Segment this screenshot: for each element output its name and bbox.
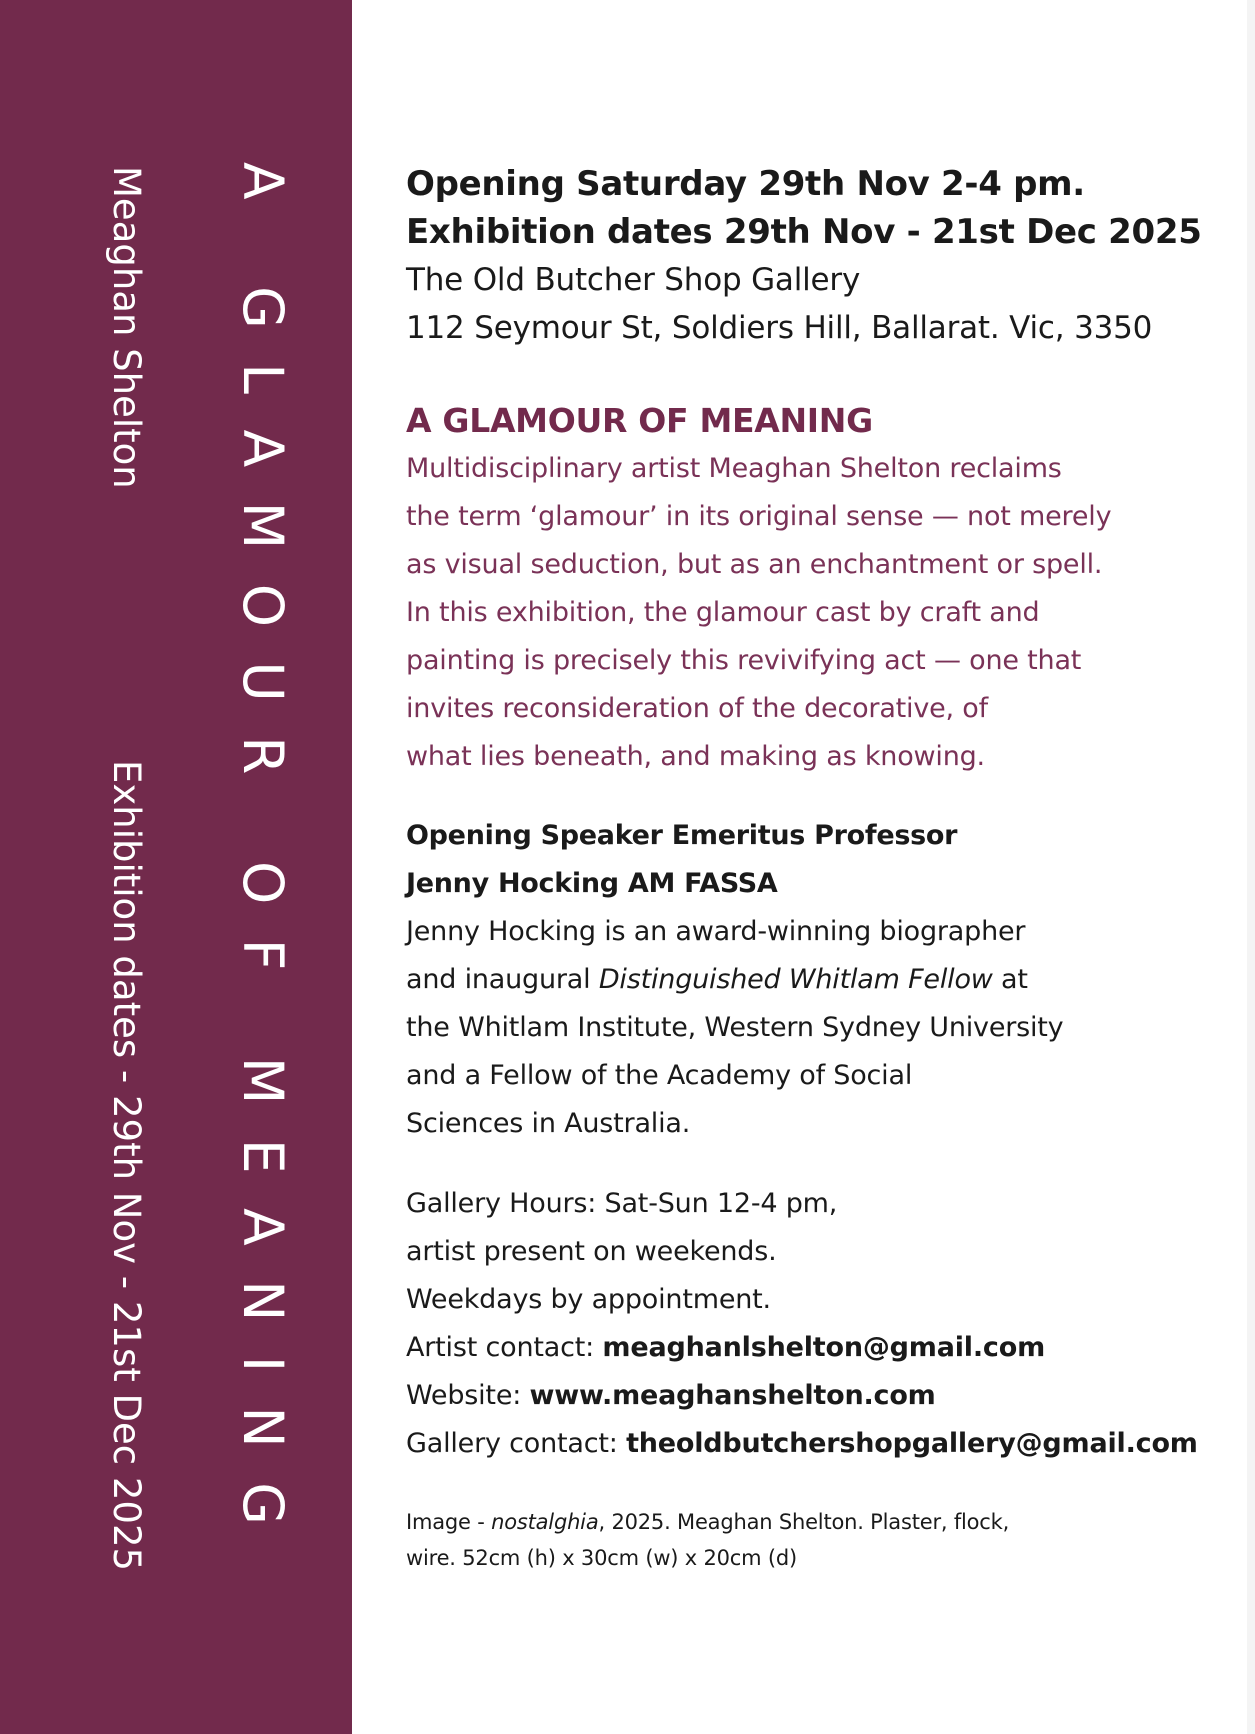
gallery-email[interactable]: theoldbutchershopgallery@gmail.com — [626, 1428, 1198, 1459]
image-caption — [406, 1504, 1206, 1576]
main-content — [406, 160, 1206, 1576]
artwork-title: nostalghia — [491, 1510, 599, 1534]
website-label: Website: — [406, 1380, 530, 1411]
gallery-hours: Gallery Hours: Sat-Sun 12-4 pm, — [406, 1188, 838, 1219]
speaker-bio-line: Jenny Hocking is an award-winning biographer — [406, 916, 1026, 947]
event-header — [406, 160, 1206, 352]
exhibition-dates-line: Exhibition dates 29th Nov - 21st Dec 2025 — [406, 212, 1202, 252]
bio-text: and inaugural — [406, 964, 599, 995]
speaker-bio-line: the Whitlam Institute, Western Sydney University — [406, 1012, 1064, 1043]
caption-line: wire. 52cm (h) x 30cm (w) x 20cm (d) — [406, 1546, 797, 1570]
caption-details: , 2025. Meaghan Shelton. Plaster, flock, — [598, 1510, 1010, 1534]
statement-line: invites reconsideration of the decorative, of — [406, 693, 988, 724]
statement-line: Multidisciplinary artist Meaghan Shelton reclaims — [406, 453, 1062, 484]
artist-contact-label: Artist contact: — [406, 1332, 603, 1363]
gallery-name: The Old Butcher Shop Gallery — [406, 262, 861, 298]
sidebar-exhibition-title: A GLAMOUR OF MEANING — [231, 162, 295, 1560]
weekdays-note: Weekdays by appointment. — [406, 1284, 771, 1315]
gallery-address: 112 Seymour St, Soldiers Hill, Ballarat. Vic, 3350 — [406, 310, 1153, 346]
opening-speaker-section — [406, 812, 1206, 1148]
gallery-info-section — [406, 1180, 1206, 1468]
sidebar-exhibition-dates: Exhibition dates - 29th Nov - 21st Dec 2025 — [105, 760, 148, 1572]
gallery-contact-row — [406, 1420, 1206, 1468]
speaker-bio-line: and a Fellow of the Academy of Social — [406, 1060, 913, 1091]
statement-line: In this exhibition, the glamour cast by craft and — [406, 597, 1040, 628]
opening-line: Opening Saturday 29th Nov 2-4 pm. — [406, 164, 1085, 204]
speaker-heading: Opening Speaker Emeritus Professor — [406, 820, 958, 851]
page-edge — [1247, 0, 1255, 1734]
artist-present-note: artist present on weekends. — [406, 1236, 777, 1267]
gallery-contact-label: Gallery contact: — [406, 1428, 627, 1459]
artist-email[interactable]: meaghanlshelton@gmail.com — [602, 1332, 1046, 1363]
caption-prefix: Image - — [406, 1510, 492, 1534]
sidebar-panel — [0, 0, 352, 1734]
statement-line: as visual seduction, but as an enchantment or spell. — [406, 549, 1103, 580]
speaker-bio-line — [406, 956, 1206, 1004]
speaker-name: Jenny Hocking AM FASSA — [406, 868, 778, 899]
artist-statement — [406, 445, 1206, 781]
speaker-bio-line: Sciences in Australia. — [406, 1108, 691, 1139]
fellowship-title: Distinguished Whitlam Fellow — [598, 964, 993, 995]
statement-line: what lies beneath, and making as knowing. — [406, 741, 985, 772]
sidebar-artist-name: Meaghan Shelton — [105, 166, 148, 489]
statement-line: the term ‘glamour’ in its original sense — not merely — [406, 501, 1112, 532]
bio-text: at — [992, 964, 1028, 995]
statement-line: painting is precisely this revivifying act — one that — [406, 645, 1082, 676]
statement-title: A GLAMOUR OF MEANING — [406, 401, 873, 440]
website-link[interactable]: www.meaghanshelton.com — [529, 1380, 936, 1411]
artist-contact-row — [406, 1324, 1206, 1372]
caption-line — [406, 1504, 1206, 1540]
website-row — [406, 1372, 1206, 1420]
